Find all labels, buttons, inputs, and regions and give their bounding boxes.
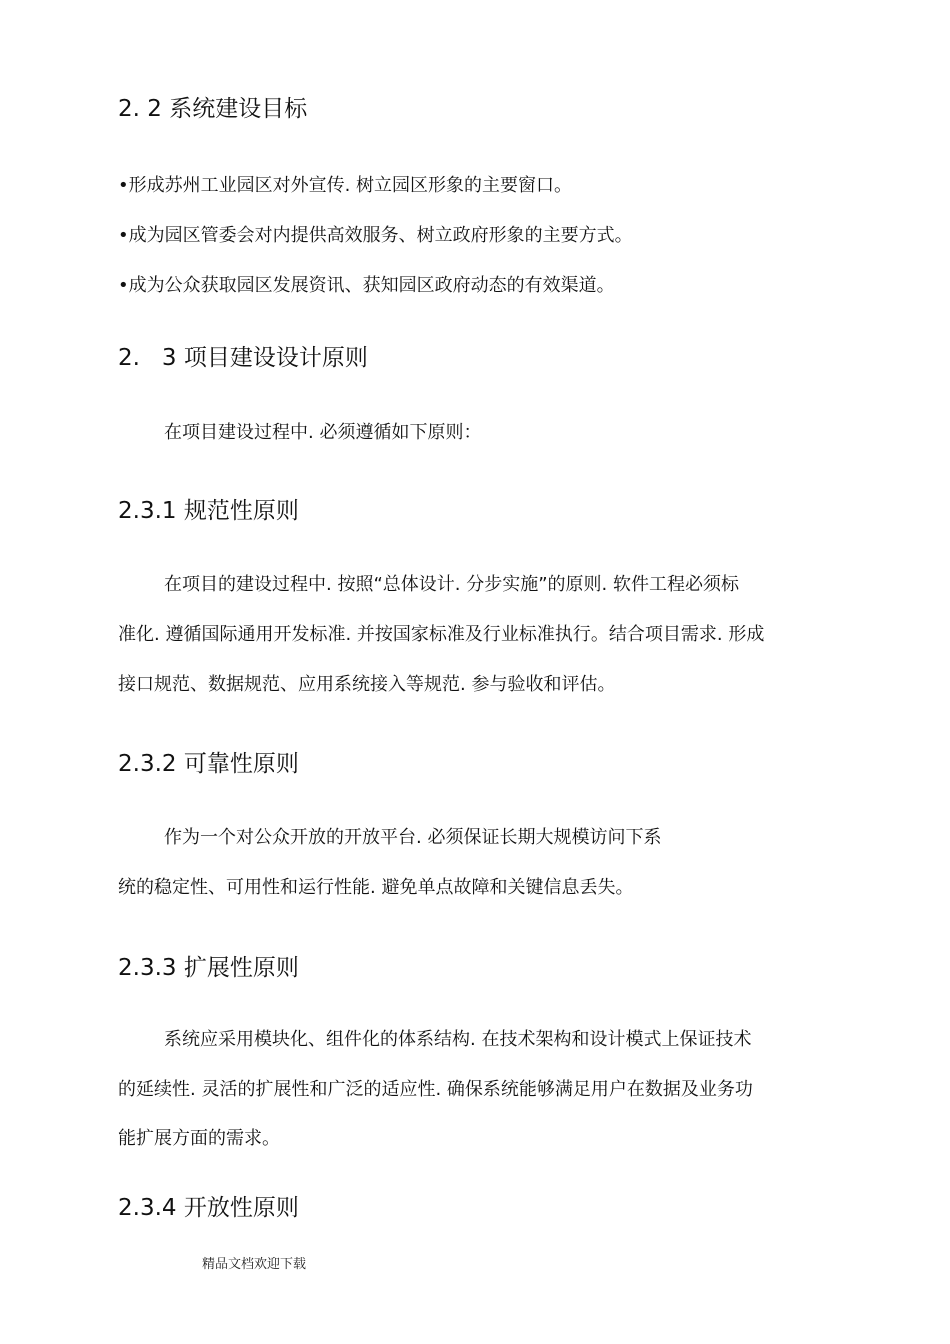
section-2-2-heading: 2. 2 系统建设目标 <box>118 96 308 122</box>
paragraph-line: 接口规范、数据规范、应用系统接入等规范. 参与验收和评估。 <box>118 674 616 695</box>
paragraph-line: 统的稳定性、可用性和运行性能. 避免单点故障和关键信息丢失。 <box>118 877 634 898</box>
paragraph-line: 准化. 遵循国际通用开发标准. 并按国家标准及行业标准执行。结合项目需求. 形成 <box>118 624 765 645</box>
paragraph-line: 能扩展方面的需求。 <box>118 1128 280 1149</box>
section-2-3-3-heading: 2.3.3 扩展性原则 <box>118 955 299 981</box>
section-2-3-1-heading: 2.3.1 规范性原则 <box>118 498 299 524</box>
section-2-3-2-heading: 2.3.2 可靠性原则 <box>118 751 299 777</box>
goal-bullet-2: •成为园区管委会对内提供高效服务、树立政府形象的主要方式。 <box>118 225 633 246</box>
section-2-3-4-heading: 2.3.4 开放性原则 <box>118 1195 299 1221</box>
goal-bullet-3: •成为公众获取园区发展资讯、获知园区政府动态的有效渠道。 <box>118 275 615 296</box>
paragraph-line: 系统应采用模块化、组件化的体系结构. 在技术架构和设计模式上保证技术 <box>164 1029 752 1050</box>
section-2-3-heading: 2. 3 项目建设设计原则 <box>118 345 368 371</box>
page-footer: 精品文档欢迎下载 <box>202 1257 307 1272</box>
section-2-3-intro: 在项目建设过程中. 必须遵循如下原则： <box>164 422 482 443</box>
paragraph-line: 的延续性. 灵活的扩展性和广泛的适应性. 确保系统能够满足用户在数据及业务功 <box>118 1079 753 1100</box>
goal-bullet-1: •形成苏州工业园区对外宣传. 树立园区形象的主要窗口。 <box>118 175 573 196</box>
paragraph-line: 在项目的建设过程中. 按照“总体设计. 分步实施”的原则. 软件工程必须标 <box>164 574 739 595</box>
paragraph-line: 作为一个对公众开放的开放平台. 必须保证长期大规模访问下系 <box>164 827 662 848</box>
